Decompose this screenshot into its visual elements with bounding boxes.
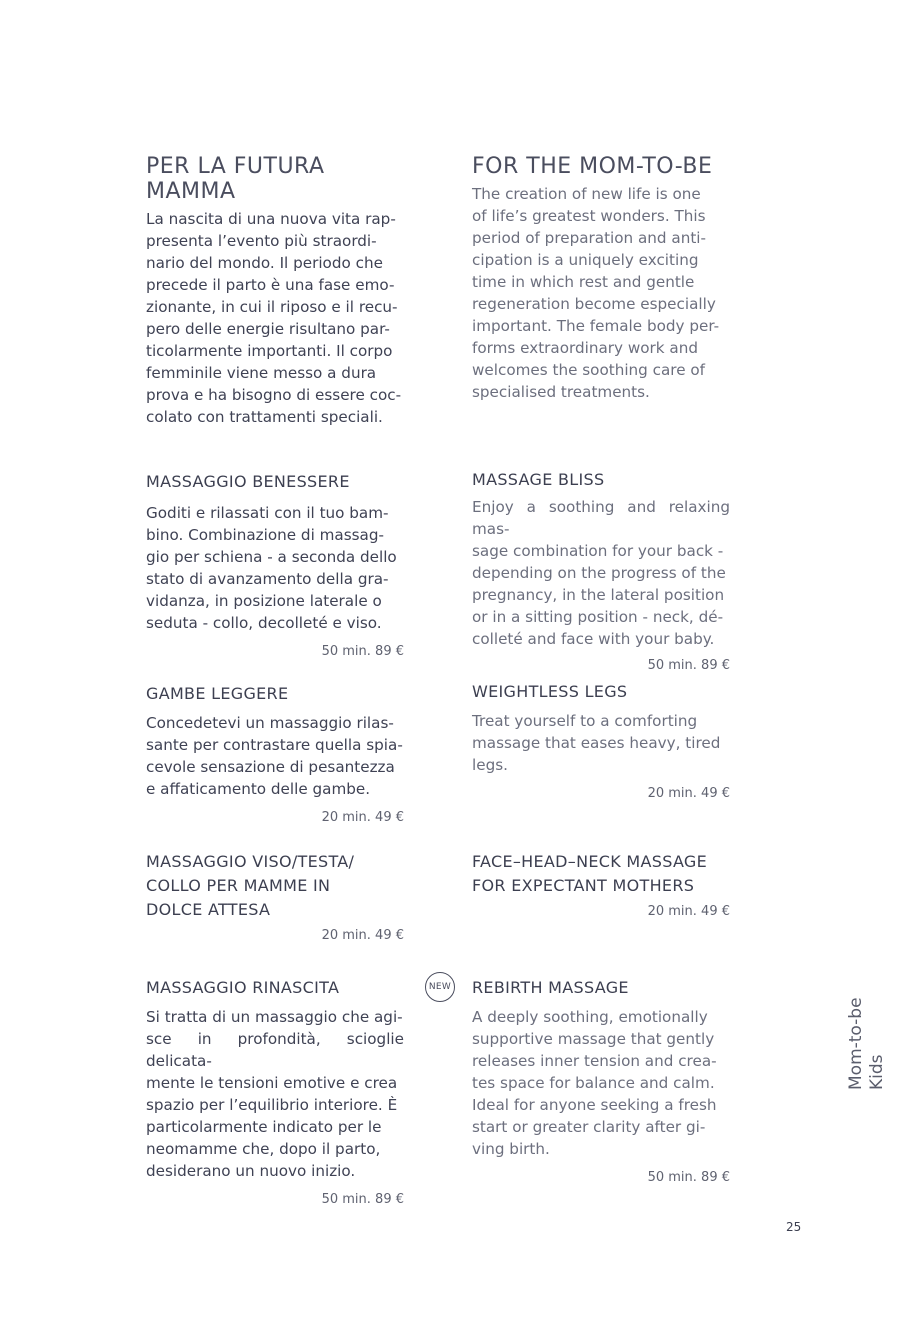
- treatment-en-rebirth-massage: [472, 976, 730, 1185]
- intro-english: [472, 154, 730, 403]
- treatment-it-title: MASSAGGIO BENESSERE: [146, 472, 350, 491]
- treatment-en-price: 20 min. 49 €: [647, 786, 730, 801]
- intro-en-body: The creation of new life is one of life’s greatest wonders. This period of preparation and anti- cipation is a uniquely exciting time in which rest and gentle regeneration become especially important. The female body per- forms extraordinary work and welcomes the soothing care of specialised treatments.: [472, 185, 720, 401]
- intro-it-title: PER LA FUTURA MAMMA: [146, 154, 325, 204]
- treatment-it-title: MASSAGGIO VISO/TESTA/ COLLO PER MAMME IN DOLCE ATTESA: [146, 852, 355, 919]
- treatment-en-title: WEIGHTLESS LEGS: [472, 682, 628, 701]
- treatment-en-body: Treat yourself to a comforting massage that eases heavy, tired legs.: [472, 712, 721, 774]
- treatment-it-body: Si tratta di un massaggio che agi- sce in profondità, scioglie delicata- mente le tensioni emotive e crea spazio per l’equilibrio interiore. È particolarmente indicato per le neomamme che, dopo il parto, desiderano un nuovo inizio.: [146, 1008, 404, 1180]
- treatment-en-price: 20 min. 49 €: [647, 904, 730, 919]
- intro-italian: [146, 154, 404, 428]
- new-badge: NEW: [425, 972, 455, 1002]
- treatment-en-massage-bliss: [472, 468, 730, 673]
- treatment-it-price: 20 min. 49 €: [321, 928, 404, 943]
- treatment-it-body: Goditi e rilassati con il tuo bam- bino. Combinazione di massag- gio per schiena - a seconda dello stato di avanzamento della gra- vidanza, in posizione laterale o seduta - collo, decolleté e viso.: [146, 504, 397, 632]
- treatment-en-face-head-neck: [472, 850, 730, 919]
- treatment-it-massaggio-benessere: [146, 470, 404, 659]
- treatment-it-massaggio-rinascita: [146, 976, 404, 1207]
- treatment-en-body: Enjoy a soothing and relaxing mas- sage combination for your back - depending on the progress of the pregnancy, in the lateral position or in a sitting position - neck, dé- colleté and face with your baby.: [472, 498, 730, 648]
- intro-en-title: FOR THE MOM-TO-BE: [472, 154, 713, 179]
- treatment-it-massaggio-viso: [146, 850, 404, 943]
- section-side-tab: [846, 980, 888, 1090]
- treatment-it-title: MASSAGGIO RINASCITA: [146, 978, 340, 997]
- treatment-en-price: 50 min. 89 €: [647, 1170, 730, 1185]
- intro-it-body: La nascita di una nuova vita rap- presenta l’evento più straordi- nario del mondo. Il periodo che precede il parto è una fase emo- zionante, in cui il riposo e il recu- pero delle energie risultano par- ticolarmente importanti. Il corpo femminile viene messo a dura prova e ha bisogno di essere coc- colato con trattamenti speciali.: [146, 210, 402, 426]
- treatment-en-title: REBIRTH MASSAGE: [472, 978, 629, 997]
- side-tab-mom-to-be: Mom-to-be: [846, 997, 866, 1090]
- treatment-en-body: A deeply soothing, emotionally supportive massage that gently releases inner tension and crea- tes space for balance and calm. Ideal for anyone seeking a fresh start or greater clarity after gi- ving birth.: [472, 1008, 717, 1158]
- treatment-it-body: Concedetevi un massaggio rilas- sante per contrastare quella spia- cevole sensazione di pesantezza e affaticamento delle gambe.: [146, 714, 403, 798]
- treatment-it-title: GAMBE LEGGERE: [146, 684, 289, 703]
- page-number: 25: [786, 1220, 802, 1234]
- treatment-it-price: 20 min. 49 €: [321, 810, 404, 825]
- treatment-en-weightless-legs: [472, 680, 730, 801]
- treatment-it-price: 50 min. 89 €: [321, 644, 404, 659]
- treatment-en-price: 50 min. 89 €: [647, 658, 730, 673]
- treatment-it-gambe-leggere: [146, 682, 404, 825]
- treatment-it-price: 50 min. 89 €: [321, 1192, 404, 1207]
- treatment-en-title: MASSAGE BLISS: [472, 470, 605, 489]
- side-tab-kids: Kids: [867, 1054, 887, 1090]
- treatment-en-title: FACE–HEAD–NECK MASSAGE FOR EXPECTANT MOTHERS: [472, 852, 708, 895]
